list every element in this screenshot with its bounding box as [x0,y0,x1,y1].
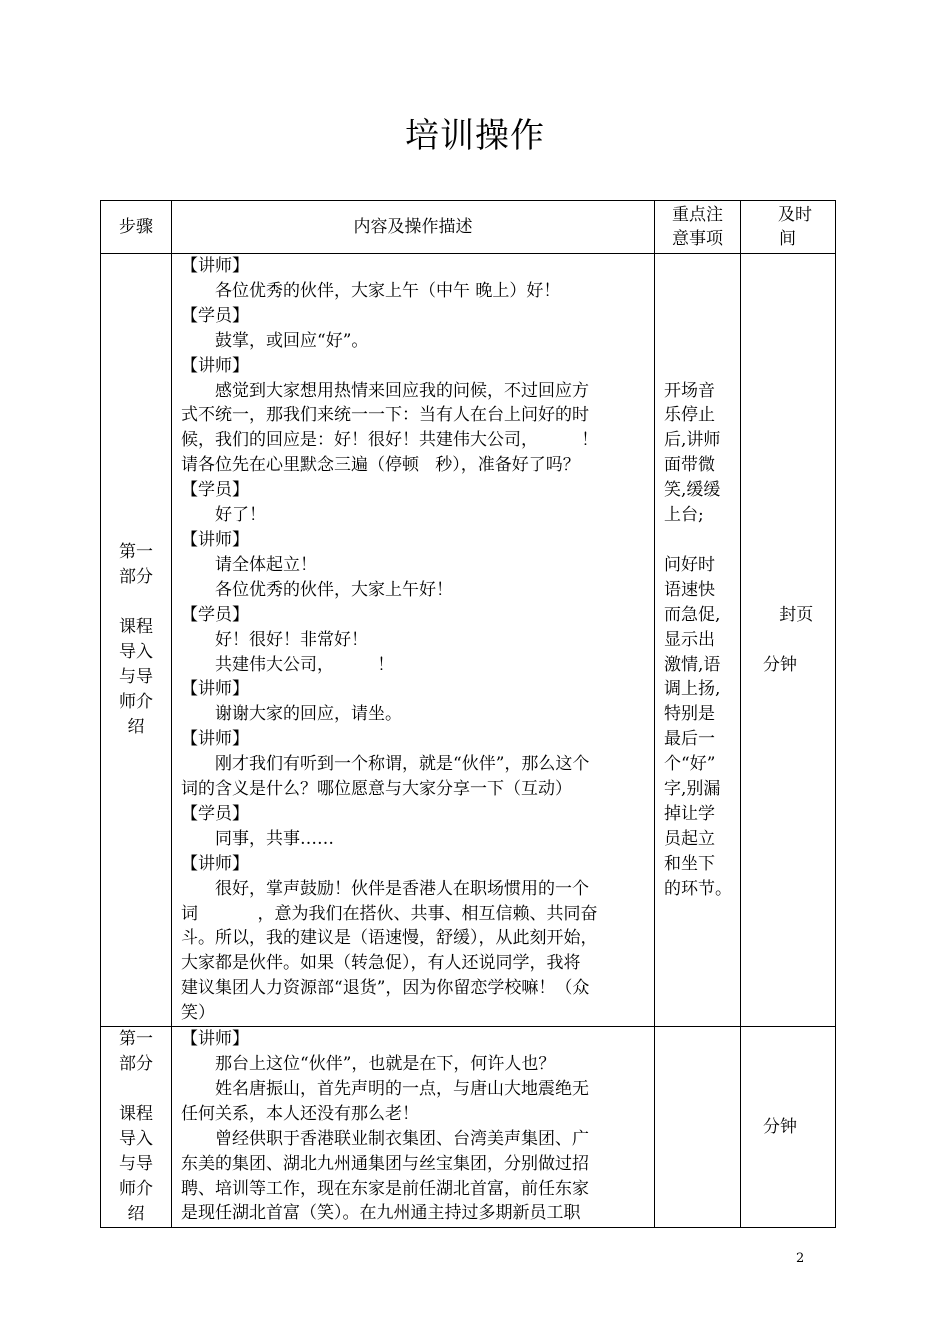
notes-line: 后,讲师 [664,430,721,451]
step-label-line: 第一 [119,542,153,563]
content-line: 词 ，意为我们在搭伙、共事、相互信赖、共同奋 [181,903,598,924]
step-label-line: 与导 [119,667,153,688]
notes-line: 调上扬, [664,679,721,700]
content-line: 词的含义是什么？哪位愿意与大家分享一下（互动） [181,779,572,800]
table-row [101,1027,836,1228]
page-title: 培训操作 [405,116,545,156]
header-notes-line-2: 意事项 [672,229,723,249]
content-line: 笑） [181,1003,215,1024]
step-label-line [101,590,171,615]
content-line: 任何关系，本人还没有那么老！ [181,1103,419,1124]
step-cell [101,254,172,1027]
content-line: 谢谢大家的回应，请坐。 [215,704,402,725]
time-cell [741,1027,836,1228]
notes-line: 开场音 [664,380,715,401]
content-line: 那台上这位“伙伴”，也就是在下，何许人也？ [215,1054,556,1074]
content-line: 【学员】 [181,305,249,326]
notes-cell [655,1027,741,1228]
header-time-line-2: 间 [779,229,796,249]
content-line: 【学员】 [181,604,249,625]
step-label-line: 绍 [127,717,145,738]
content-line: 【讲师】 [181,1029,249,1050]
content-line: 感觉到大家想用热情来回应我的问候，不过回应方 [215,380,589,401]
notes-cell [655,254,741,1027]
table-header-row [101,201,836,254]
notes-line: 问好时 [664,554,715,575]
content-line: 各位优秀的伙伴，大家上午（中午 晚上）好！ [215,280,561,301]
content-line: 【学员】 [181,480,249,501]
content-line: 【讲师】 [181,729,249,750]
notes-line: 语速快 [664,579,715,600]
content-line: 请全体起立！ [215,554,317,575]
content-line: 东美的集团、湖北九州通集团与丝宝集团，分别做过招 [181,1153,589,1174]
notes-line: 掉让学 [664,803,715,824]
step-label-line: 课程 [119,1104,153,1125]
table-row [101,254,836,1027]
step-label-line: 课程 [119,617,153,638]
notes-line: 显示出 [664,629,715,650]
notes-line: 个“好” [664,754,716,775]
time-line: 封页 [763,604,814,625]
notes-line: 面带微 [664,455,715,476]
content-line: 式不统一，那我们来统一一下：当有人在台上问好的时 [181,405,589,426]
content-line: 建议集团人力资源部“退货”，因为你留恋学校嘛！（众 [181,978,590,999]
content-line: 鼓掌，或回应“好”。 [215,330,369,351]
content-line: 刚才我们有听到一个称谓，就是“伙伴”，那么这个 [215,754,590,775]
header-notes [655,201,741,254]
notes-line: 的环节。 [664,878,732,899]
step-label-line: 部分 [119,567,153,588]
content-line: 各位优秀的伙伴，大家上午好！ [215,579,453,600]
notes-line: 和坐下 [664,853,715,874]
content-line: 【讲师】 [181,256,249,276]
time-line: 分钟 [763,654,797,675]
time-cell [741,254,836,1027]
notes-line: 上台; [664,505,704,526]
content-line: 聘、培训等工作，现在东家是前任湖北首富，前任东家 [181,1178,589,1199]
content-line: 【讲师】 [181,679,249,700]
content-line: 候，我们的回应是：好！很好！共建伟大公司， ！ [181,430,599,451]
content-line: 同事，共事…… [215,828,334,849]
content-line: 【学员】 [181,803,249,824]
notes-line: 乐停止 [664,405,715,426]
content-cell [172,254,655,1027]
content-line: 是现任湖北首富（笑）。在九州通主持过多期新员工职 [181,1203,581,1224]
step-label-line [101,1077,171,1102]
step-label-line: 导入 [119,1129,153,1150]
content-line: 【讲师】 [181,853,249,874]
time-line: 分钟 [763,1116,797,1137]
time-line [763,628,835,653]
page-number: 2 [796,1251,805,1266]
header-step: 步骤 [101,201,172,254]
notes-line: 而急促, [664,604,721,625]
content-line: 大家都是伙伴。如果（转急促），有人还说同学，我将 [181,953,581,974]
content-line: 【讲师】 [181,529,249,550]
content-cell [172,1027,655,1228]
header-content: 内容及操作描述 [172,201,655,254]
notes-line: 激情,语 [664,654,721,675]
step-label-line: 部分 [119,1054,153,1075]
content-line: 很好，掌声鼓励！伙伴是香港人在职场惯用的一个 [215,878,589,899]
step-label-line: 绍 [127,1204,145,1225]
step-label-line: 导入 [119,642,153,663]
step-label-line: 师介 [119,1179,153,1200]
content-line: 斗。所以，我的建议是（语速慢，舒缓），从此刻开始， [181,928,598,949]
step-label-line: 与导 [119,1154,153,1175]
step-cell [101,1027,172,1228]
content-line: 姓名唐振山，首先声明的一点，与唐山大地震绝无 [215,1078,589,1099]
step-label-line: 第一 [119,1029,153,1050]
header-time [741,201,836,254]
training-table [100,200,836,1228]
notes-line: 笑,缓缓 [664,480,721,501]
notes-line: 员起立 [664,828,715,849]
step-label-line: 师介 [119,692,153,713]
notes-line: 最后一 [664,729,715,750]
notes-line [664,528,732,553]
content-line: 曾经供职于香港联业制衣集团、台湾美声集团、广 [215,1128,589,1149]
header-time-line-1: 及时 [778,205,812,225]
notes-line: 字,别漏 [664,779,721,800]
content-line: 【讲师】 [181,355,249,376]
content-line: 好了！ [215,505,266,526]
header-notes-line-1: 重点注 [672,205,723,225]
content-line: 好！很好！非常好！ [215,629,368,650]
notes-line: 特别是 [664,704,715,725]
content-line: 共建伟大公司， ！ [215,654,395,675]
content-line: 请各位先在心里默念三遍（停顿 秒），准备好了吗？ [181,455,580,476]
